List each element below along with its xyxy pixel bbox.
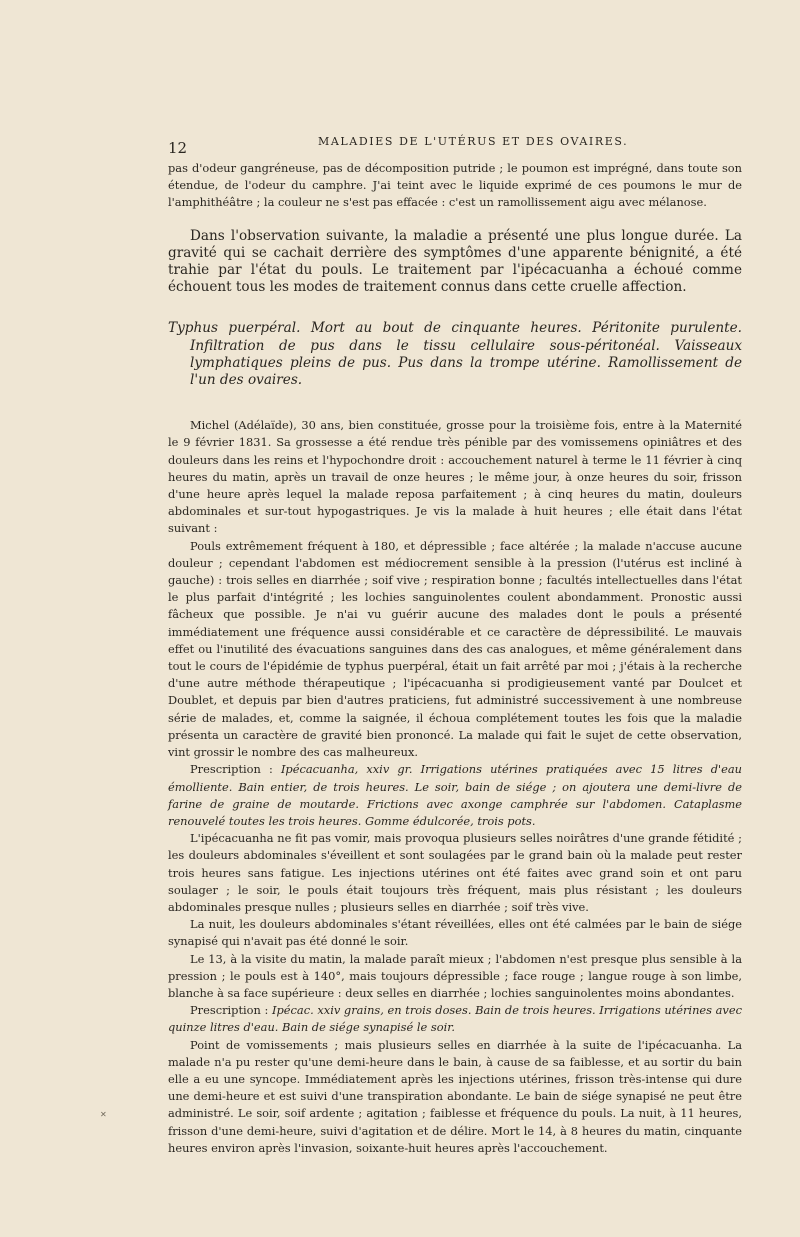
paragraph-continuation: pas d'odeur gangréneuse, pas de décomposition putride ; le poumon est imprégné, dans toute son étendue, de l'odeur du camphre. J'ai teint avec le liquide exprimé de ces poumons le mur de l'amphithéâtre ; la couleur ne s'est pas effacée : c'est un ramollissement aigu avec mélanose.: [168, 161, 742, 210]
paragraph-prescription-1: [168, 761, 742, 830]
paragraph-patient-history: Michel (Adélaïde), 30 ans, bien constituée, grosse pour la troisième fois, entre à la Maternité le 9 février 1831. Sa grossesse a été rendue très pénible par des vomissemens opiniâtres et des douleurs dans les reins et l'hypochondre droit : accouchement naturel à terme le 11 février à cinq heures du matin, après un travail de onze heures ; le même jour, à onze heures du soir, frisson d'une heure après lequel la malade reposa parfaitement ; à cinq heures du matin, douleurs abdominales et sur-tout hypogastriques. Je vis la malade à huit heures ; elle était dans l'état suivant :: [168, 418, 742, 536]
page-body: [168, 160, 742, 1157]
paragraph-symptoms: Pouls extrêmement fréquent à 180, et dépressible ; face altérée ; la malade n'accuse aucune douleur ; cependant l'abdomen est médiocrement sensible à la pression (l'utérus est incliné à gauche) : trois selles en diarrhée ; soif vive ; respiration bonne ; facultés intellectuelles dans l'état le plus parfait d'intégrité ; les lochies sanguinolentes coulent abondamment. Pronostic aussi fâcheux que possible. Je n'ai vu guérir aucune des malades dont le pouls a présenté immédiatement une fréquence aussi considérable et ce caractère de dépressibilité. Le mauvais effet ou l'inutilité des évacuations sanguines dans des cas analogues, et même généralement dans tout le cours de l'épidémie de typhus puerpéral, était un fait arrêté par moi ; j'étais à la recherche d'une autre méthode thérapeutique ; l'ipécacuanha si prodigieusement vanté par Doulcet et Doublet, et depuis par bien d'autres praticiens, fut administré successivement à une nombreuse série de malades, et, comme la saignée, il échoua complétement toutes les fois que la maladie présenta un caractère de gravité bien prononcé. La malade qui fait le sujet de cette observation, vint grossir le nombre des cas malheureux.: [168, 538, 742, 760]
prescription-text: Ipécacuanha, xxiv gr. Irrigations utérines pratiquées avec 15 litres d'eau émolliente. Bain entier, de trois heures. Le soir, bain de siége ; on ajoutera une demi-livre de farine de graine de moutarde. Frictions avec axonge camphrée sur l'abdomen. Cataplasme renouvelé toutes les trois heures. Gomme édulcorée, trois pots.: [168, 762, 743, 828]
paper-blemish: ✕: [100, 1110, 107, 1119]
page-number: 12: [168, 139, 188, 157]
page-header: [168, 133, 742, 155]
case-title: Typhus puerpéral. Mort au bout de cinquante heures. Péritonite purulente. Infiltration de pus dans le tissu cellulaire sous-péritonéal. Vaisseaux lymphatiques pleins de pus. Pus dans la trompe utérine. Ramollissement de l'un des ovaires.: [168, 320, 742, 389]
paragraph-day-13: Le 13, à la visite du matin, la malade paraît mieux ; l'abdomen n'est presque plus sensible à la pression ; le pouls est à 140°, mais toujours dépressible ; face rouge ; langue rouge à son limbe, blanche à sa face supérieure : deux selles en diarrhée ; lochies sanguinolentes moins abondantes.: [168, 951, 742, 1000]
paragraph-night: La nuit, les douleurs abdominales s'étant réveillées, elles ont été calmées par le bain de siége synapisé qui n'avait pas été donné le soir.: [168, 917, 742, 949]
paragraph-evolution: L'ipécacuanha ne fit pas vomir, mais provoqua plusieurs selles noirâtres d'une grande fétidité ; les douleurs abdominales s'éveillent et sont soulagées par le grand bain où la malade peut rester trois heures sans fatigue. Les injections utérines ont été faites avec grand soin et ont paru soulager ; le soir, le pouls était toujours très fréquent, mais plus résistant ; les douleurs abdominales presque nulles ; plusieurs selles en diarrhée ; soif très vive.: [168, 831, 742, 914]
prescription-text: Ipécac. xxiv grains, en trois doses. Bain de trois heures. Irrigations utérines avec quinze litres d'eau. Bain de siége synapisé le soir.: [168, 1003, 742, 1035]
paragraph-introduction: Dans l'observation suivante, la maladie a présenté une plus longue durée. La gravité qui se cachait derrière des symptômes d'une apparente bénignité, a été trahie par l'état du pouls. Le traitement par l'ipécacuanha a échoué comme échouent tous les modes de traitement connus dans cette cruelle affection.: [168, 227, 742, 296]
paragraph-outcome: Point de vomissements ; mais plusieurs selles en diarrhée à la suite de l'ipécacuanha. La malade n'a pu rester qu'une demi-heure dans le bain, à cause de sa faiblesse, et au sortir du bain elle a eu une syncope. Immédiatement après les injections utérines, frisson très-intense qui dure une demi-heure et est suivi d'une transpiration abondante. Le bain de siége synapisé ne peut être administré. Le soir, soif ardente ; agitation ; faiblesse et fréquence du pouls. La nuit, à 11 heures, frisson d'une demi-heure, suivi d'agitation et de délire. Mort le 14, à 8 heures du matin, cinquante heures environ après l'invasion, soixante-huit heures après l'accouchement.: [168, 1037, 742, 1155]
prescription-label: Prescription :: [190, 762, 281, 777]
paragraph-prescription-2: [168, 1002, 742, 1036]
running-head: MALADIES DE L'UTÉRUS ET DES OVAIRES.: [318, 135, 629, 148]
prescription-label: Prescription :: [190, 1003, 272, 1018]
